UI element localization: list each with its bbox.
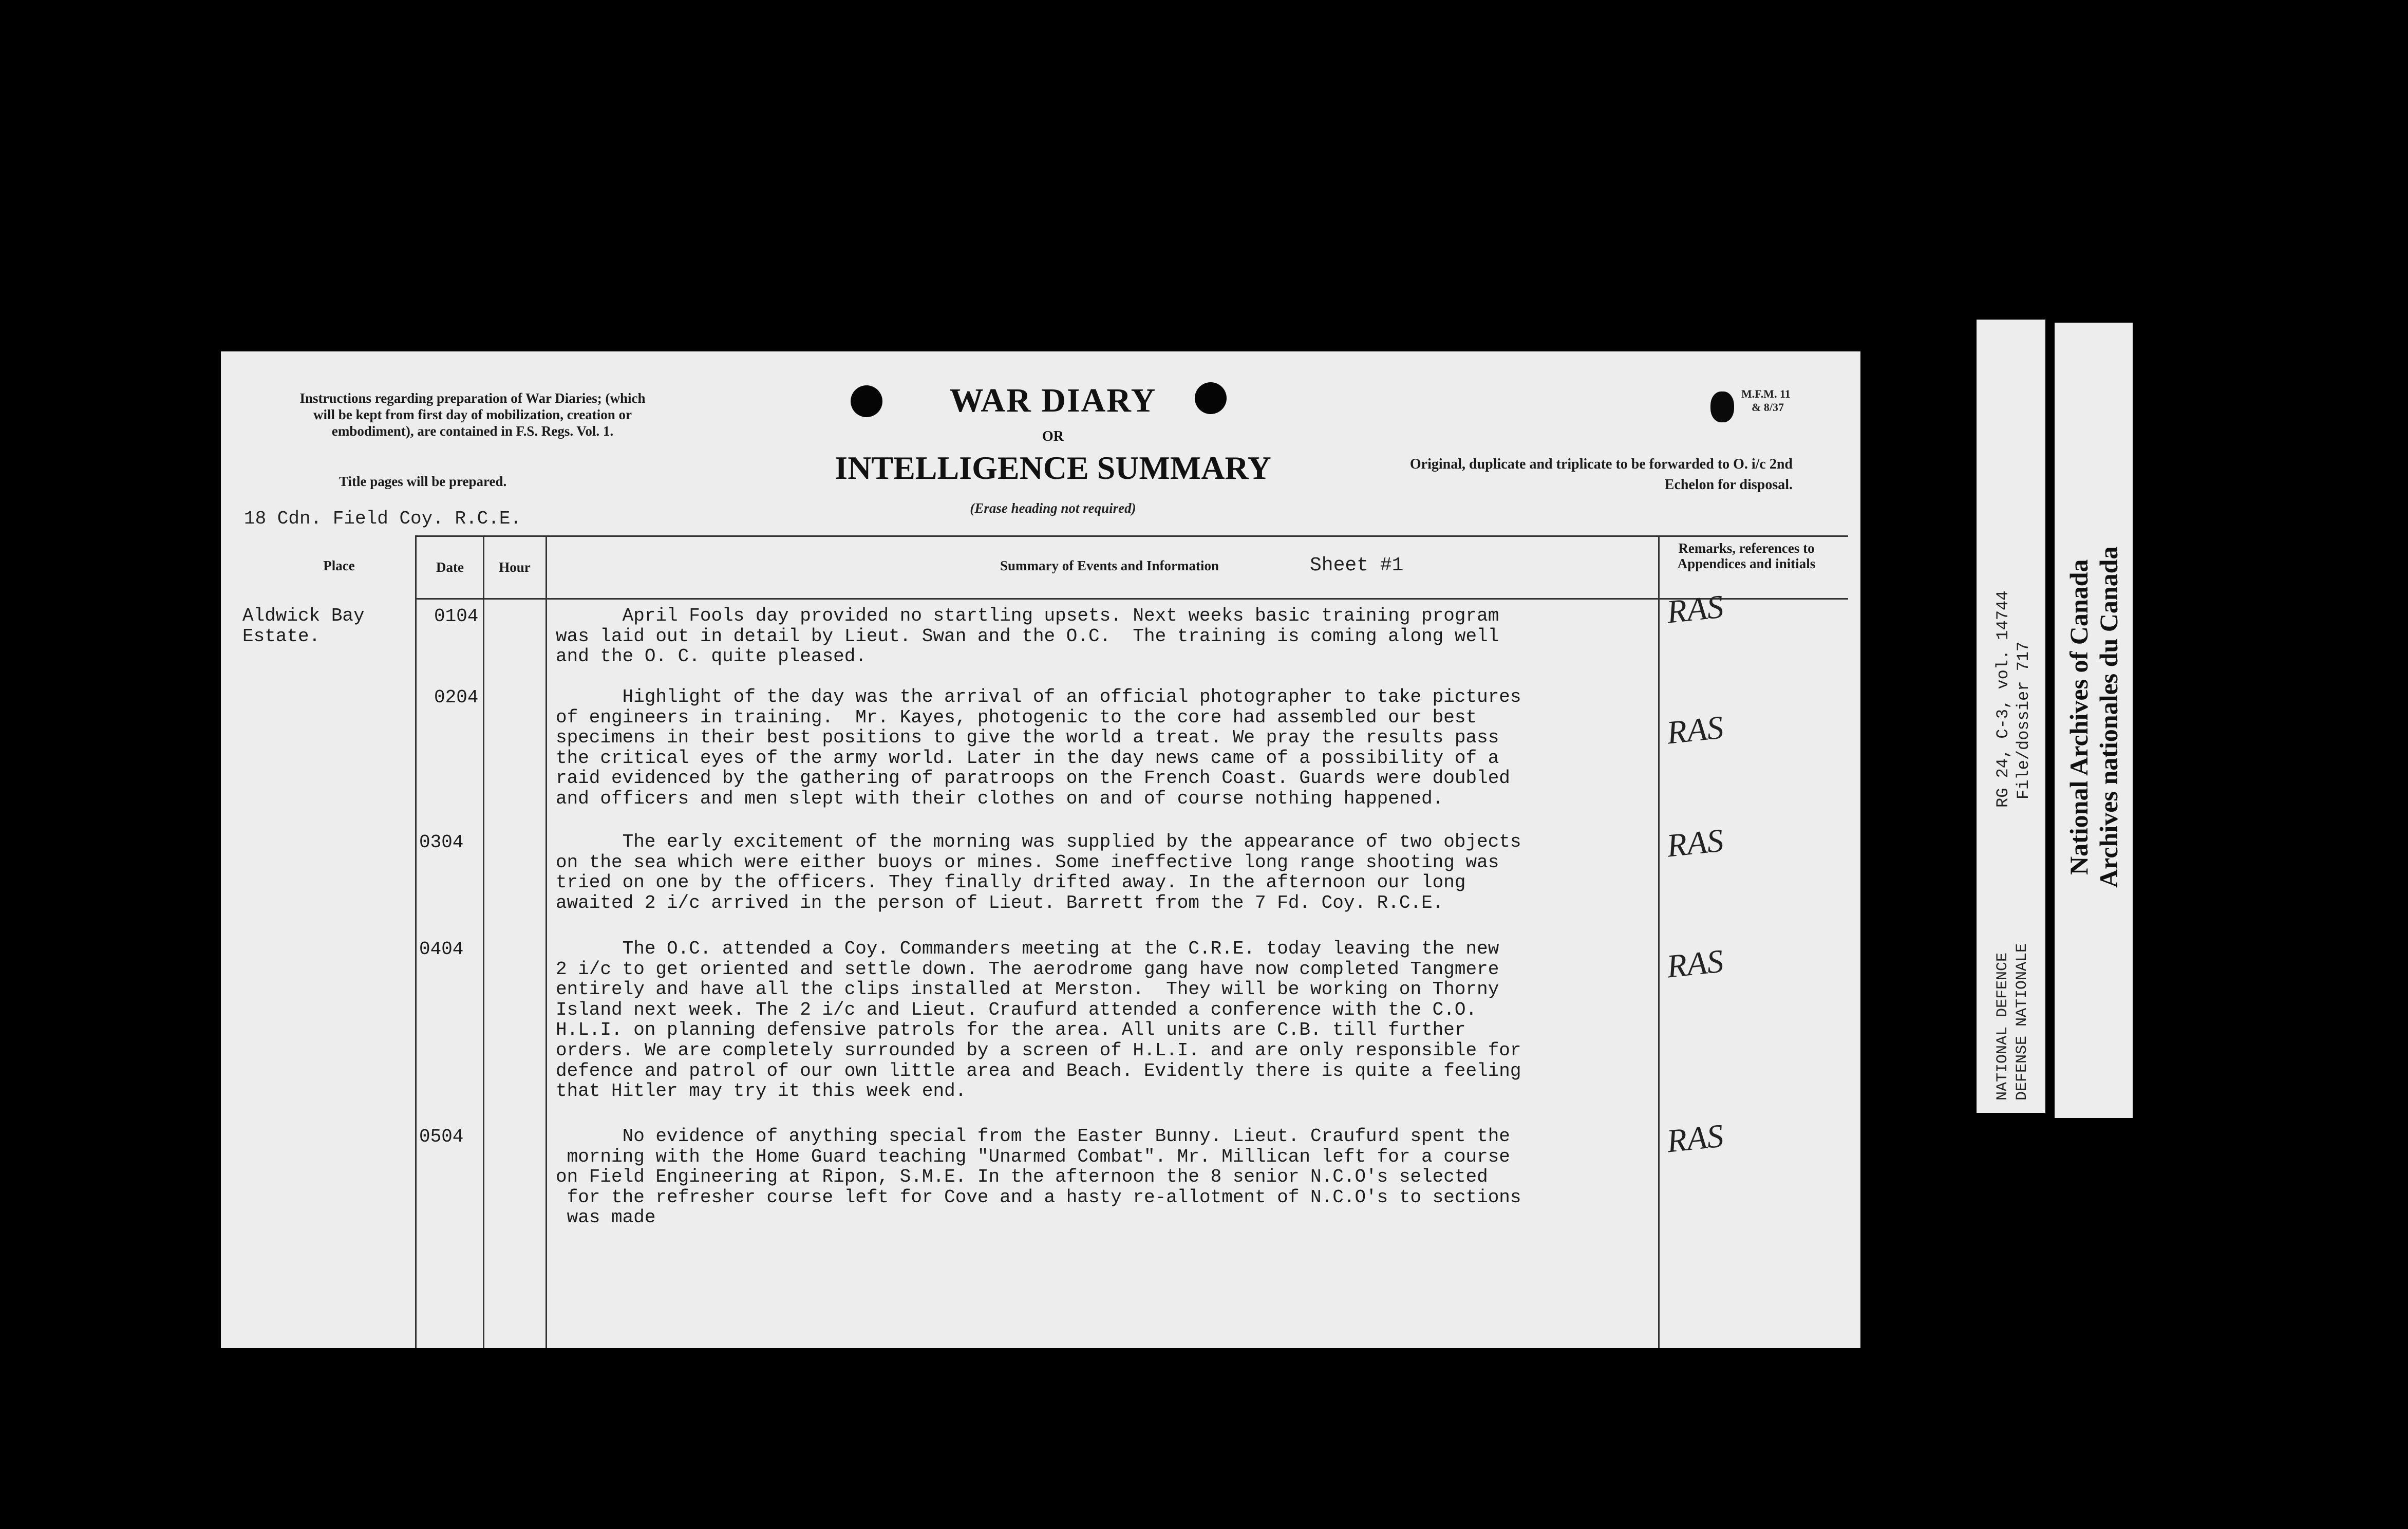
archive-reference-label (1977, 320, 2045, 1113)
unit-name: 18 Cdn. Field Coy. R.C.E. (244, 508, 522, 529)
date-entry: 0304 (419, 832, 464, 853)
place-entry: Aldwick Bay Estate. (242, 605, 365, 647)
diary-entry: Highlight of the day was the arrival of an official photographer to take pictures of engineers in training. Mr. Kayes, photogenic to the core had assembled our best specimens in their best positions to give the world a treat. We pray the results pass the critical eyes of the army world. Later in the day news came of a possibility of a raid evidenced by the gathering of paratroops on the French Coast. Guards were doubled and officers and men slept with their clothes on and of course nothing happened. (556, 686, 1521, 809)
instructions-note: Instructions regarding preparation of War Diaries; (which will be kept from first day of mobilization, creation or embodiment), are contained in F.S. Regs. Vol. 1. (299, 390, 646, 439)
initials-signature: RAS (1665, 942, 1725, 985)
table-header-rule (415, 598, 1848, 600)
original-disposal-note: Original, duplicate and triplicate to be forwarded to O. i/c 2nd Echelon for disposal. (1409, 456, 1793, 493)
title-intelligence-summary: INTELLIGENCE SUMMARY (835, 450, 1271, 486)
column-header-hour: Hour (499, 560, 531, 575)
diary-entry: No evidence of anything special from the Easter Bunny. Lieut. Craufurd spent the morning with the Home Guard teaching "Unarmed Combat". Mr. Millican left for a course on Field Engineering at Ripon, S.M.E. In the afternoon the 8 senior N.C.O's selected for the refresher course left for Cove and a hasty re-allotment of N.C.O's to sections was made (556, 1126, 1521, 1228)
sheet-number: Sheet #1 (1310, 554, 1404, 576)
diary-entry: April Fools day provided no startling upsets. Next weeks basic training program was laid out in detail by Lieut. Swan and the O.C. The training is coming along well and the O. C. quite pleased. (556, 605, 1499, 667)
initials-signature: RAS (1665, 588, 1725, 630)
archive-name-label (2055, 323, 2133, 1118)
initials-signature: RAS (1665, 1117, 1725, 1160)
column-header-place: Place (323, 558, 355, 573)
column-header-remarks: Remarks, references to Appendices and initials (1677, 540, 1816, 571)
archive-reference: RG 24, C-3, vol. 14744 File/dossier 717 (1993, 590, 2033, 808)
title-war-diary: WAR DIARY (949, 382, 1157, 419)
column-divider (483, 535, 484, 1348)
column-header-summary: Summary of Events and Information (1000, 558, 1219, 573)
column-divider (545, 535, 547, 1348)
date-entry: 0204 (434, 687, 479, 708)
column-divider (415, 535, 417, 1348)
title-or: OR (1042, 428, 1064, 444)
initials-signature: RAS (1665, 822, 1725, 864)
diary-entry: The O.C. attended a Coy. Commanders meeting at the C.R.E. today leaving the new 2 i/c to get oriented and settle down. The aerodrome gang have now completed Tangmere entirely and have all the clips installed at Merston. They will be working on Thorny Island next week. The 2 i/c and Lieut. Craufurd attended a conference with the C.O. H.L.I. on planning defensive patrols for the area. All units are C.B. till further orders. We are completely surrounded by a screen of H.L.I. and are only responsible for defence and patrol of our own little area and Beach. Evidently there is quite a feeling that Hitler may try it this week end. (556, 938, 1521, 1102)
diary-entry: The early excitement of the morning was supplied by the appearance of two objects on the sea which were either buoys or mines. Some ineffective long range shooting was tried on one by the officers. They finally drifted away. In the afternoon our long awaited 2 i/c arrived in the person of Lieut. Barrett from the 7 Fd. Coy. R.C.E. (556, 831, 1521, 913)
title-pages-note: Title pages will be prepared. (339, 474, 507, 489)
punch-hole-right (1195, 382, 1227, 414)
initials-signature: RAS (1665, 708, 1725, 751)
punch-hole-left (851, 385, 882, 417)
title-erase-note: (Erase heading not required) (970, 500, 1136, 516)
table-top-rule (415, 535, 1848, 537)
date-entry: 0504 (419, 1126, 464, 1147)
date-entry: 0404 (419, 939, 464, 960)
form-number: M.F.M. 11 & 8/37 (1741, 387, 1791, 414)
column-header-date: Date (436, 560, 464, 575)
date-entry: 0104 (434, 606, 479, 627)
archive-name: National Archives of Canada Archives nationales du Canada (2064, 546, 2123, 888)
war-diary-sheet (221, 351, 1860, 1348)
department-name: NATIONAL DEFENCE DEFENSE NATIONALE (1994, 943, 2031, 1101)
